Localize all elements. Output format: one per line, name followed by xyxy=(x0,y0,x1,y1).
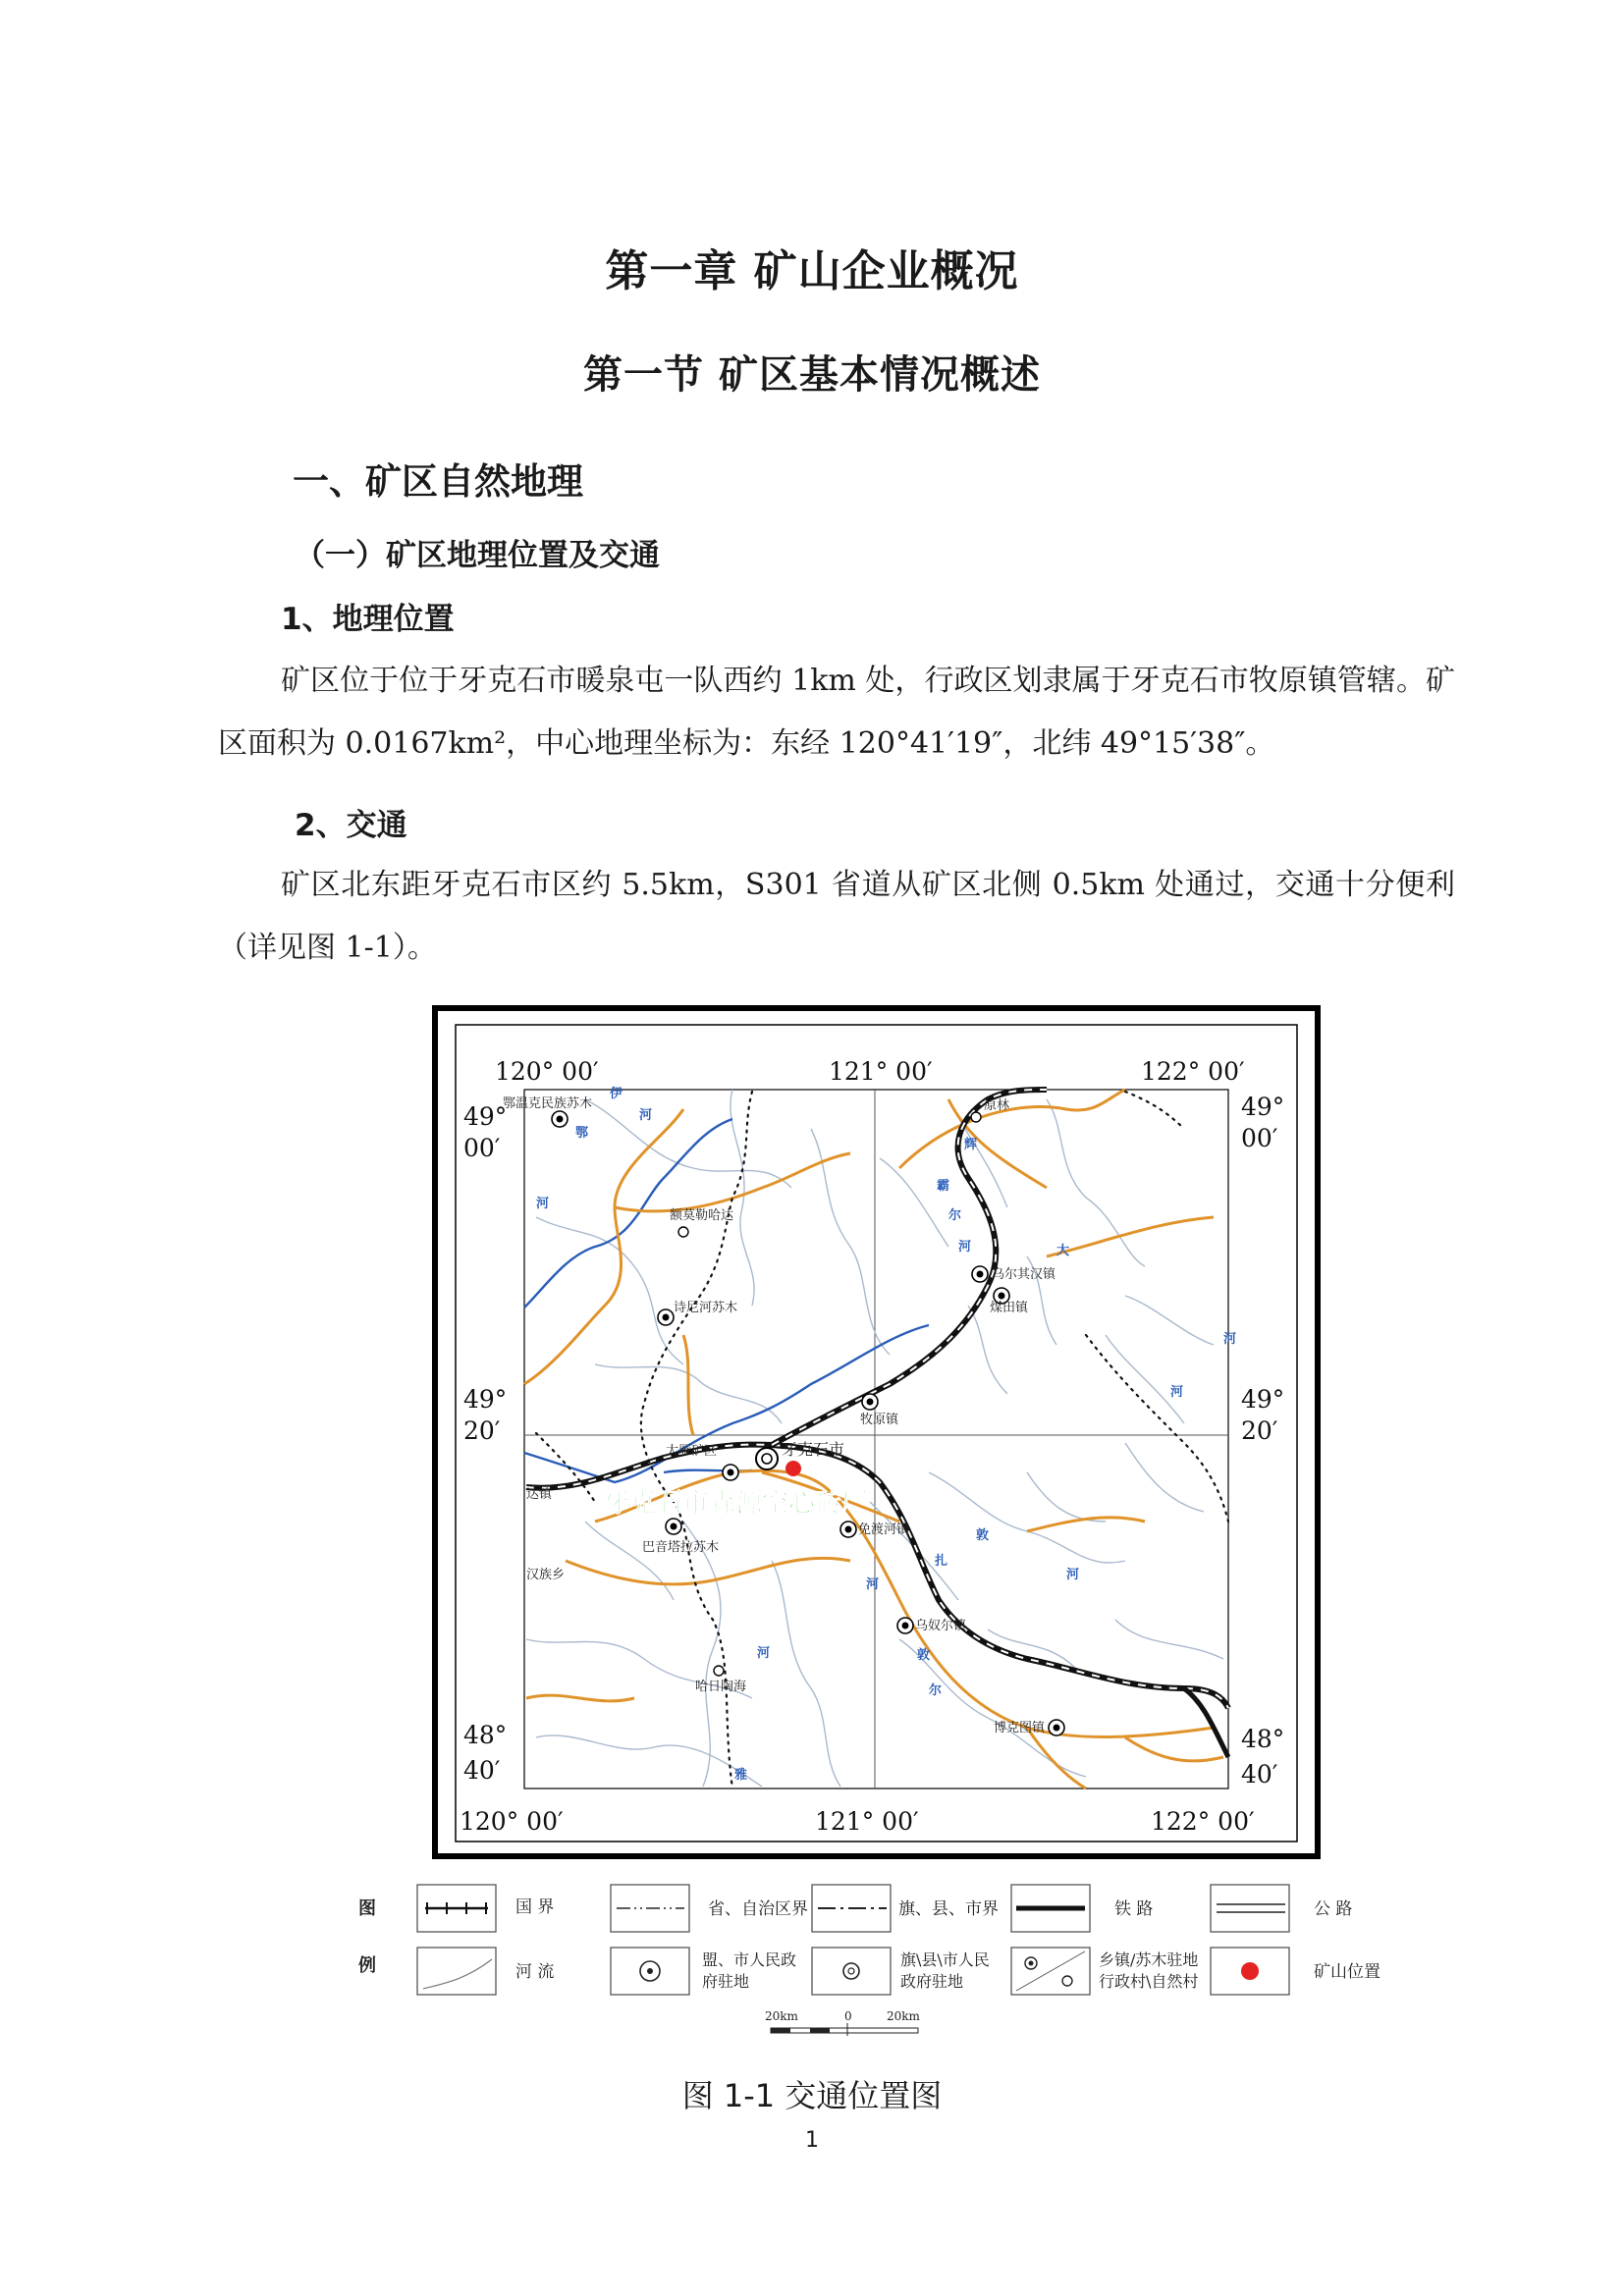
settlement-marker-city xyxy=(1049,1720,1064,1735)
legend-label: 旗\县\市人民政府驻地 xyxy=(900,1950,990,1991)
river-label: 河 xyxy=(958,1240,972,1255)
legend-label: 矿山位置 xyxy=(1314,1962,1380,1982)
river-label: 大 xyxy=(1056,1244,1070,1258)
settlement-marker-city xyxy=(840,1522,856,1537)
township-village-symbol xyxy=(1016,1951,1085,1991)
river-label: 河 xyxy=(866,1577,880,1592)
legend-title-char: 图 xyxy=(358,1898,376,1919)
settlement-marker-village xyxy=(971,1112,981,1122)
legend-label: 公 路 xyxy=(1314,1899,1353,1919)
place-label: 原林 xyxy=(984,1098,1010,1113)
figure-caption: 图 1-1 交通位置图 xyxy=(681,2077,943,2114)
place-label: 大雁矿区 xyxy=(666,1444,718,1459)
road-symbol xyxy=(1217,1904,1285,1912)
river-label: 尔 xyxy=(948,1208,962,1223)
lat-label: 49° xyxy=(1241,1093,1285,1121)
place-label: 免渡河镇 xyxy=(858,1522,910,1537)
chapter-title: 第一章 矿山企业概况 xyxy=(605,246,1019,296)
legend-label: 盟、市人民政府驻地 xyxy=(702,1950,796,1991)
river-label: 河 xyxy=(1066,1568,1080,1582)
lat-label: 20′ xyxy=(1241,1416,1278,1445)
paragraph-traffic: 矿区北东距牙克石市区约 5.5km，S301 省道从矿区北侧 0.5km 处通过，交通十分便利（详见图 1-1）。 xyxy=(218,868,1455,965)
scale-label: 20km xyxy=(765,2009,798,2023)
lon-label-bottom: 121° 00′ xyxy=(815,1807,919,1836)
place-label: 鄂温克民族苏木 xyxy=(503,1096,593,1111)
lon-label-bottom: 122° 00′ xyxy=(1151,1807,1255,1836)
river-label: 河 xyxy=(639,1108,653,1123)
river-label: 敦 xyxy=(917,1648,931,1663)
place-label: 煤田镇 xyxy=(990,1301,1029,1315)
settlement-marker-prefecture-city xyxy=(756,1448,778,1469)
lat-label: 40′ xyxy=(463,1756,501,1785)
lat-label: 40′ xyxy=(1241,1760,1278,1789)
mine-label: 牙克石市森源空心砖厂 xyxy=(603,1488,868,1519)
river-label: 扎 xyxy=(935,1554,948,1569)
river-label: 尔 xyxy=(929,1683,943,1698)
river-label: 鄂 xyxy=(575,1126,589,1141)
settlement-marker-village xyxy=(714,1666,724,1676)
river-label: 河 xyxy=(536,1197,550,1211)
place-label: 巴音塔拉苏木 xyxy=(642,1540,720,1555)
place-label: 诗尼河苏木 xyxy=(674,1301,738,1315)
legend-label: 铁 路 xyxy=(1114,1899,1154,1919)
place-label: 乌尔其汉镇 xyxy=(992,1267,1056,1282)
lat-label: 00′ xyxy=(463,1134,501,1162)
legend-label: 国 界 xyxy=(515,1897,555,1917)
lat-label: 49° xyxy=(463,1385,508,1414)
river-label: 河 xyxy=(757,1646,771,1661)
heading-traffic: 2、交通 xyxy=(295,808,407,843)
place-label: 汉族乡 xyxy=(526,1568,566,1582)
lat-label: 20′ xyxy=(463,1416,501,1445)
place-label: 乌奴尔镇 xyxy=(915,1619,967,1633)
place-label: 牧原镇 xyxy=(860,1413,899,1427)
mine-location-symbol xyxy=(1241,1962,1259,1980)
river-label: 雅 xyxy=(734,1768,748,1783)
lon-label-top: 121° 00′ xyxy=(829,1057,933,1086)
place-label: 哈日陶海 xyxy=(695,1680,747,1694)
river-label: 敦 xyxy=(976,1528,990,1543)
legend-label-wrap xyxy=(900,1949,1002,1999)
scale-label: 20km xyxy=(887,2009,920,2023)
legend-label: 乡镇/苏木驻地行政村\自然村 xyxy=(1099,1950,1199,1991)
section-title: 第一节 矿区基本情况概述 xyxy=(583,352,1041,398)
scale-bar xyxy=(765,2009,921,2036)
settlement-marker-city xyxy=(552,1111,568,1127)
heading-location-traffic: （一）矿区地理位置及交通 xyxy=(295,538,660,573)
lat-label: 00′ xyxy=(1241,1124,1278,1152)
national-border-symbol xyxy=(425,1902,488,1914)
lat-label: 48° xyxy=(463,1721,508,1749)
heading-natural-geography: 一、矿区自然地理 xyxy=(293,460,583,503)
river-label: 辉 xyxy=(964,1138,978,1152)
scale-label: 0 xyxy=(844,2009,852,2023)
place-label: 达镇 xyxy=(526,1487,553,1502)
river-label: 河 xyxy=(1170,1385,1184,1400)
legend-label: 旗、县、市界 xyxy=(898,1899,999,1919)
lat-label: 48° xyxy=(1241,1725,1285,1753)
settlement-marker-city xyxy=(723,1465,738,1480)
lon-label-top: 120° 00′ xyxy=(495,1057,599,1086)
place-label: 博克图镇 xyxy=(994,1721,1046,1735)
lon-label-bottom: 120° 00′ xyxy=(460,1807,564,1836)
legend-label-wrap xyxy=(702,1949,796,1999)
river-label: 河 xyxy=(1223,1332,1237,1347)
legend-label-wrap xyxy=(1099,1949,1205,1999)
settlement-marker-city xyxy=(897,1618,913,1633)
legend-title-char: 例 xyxy=(358,1955,376,1976)
legend-title xyxy=(358,1898,376,1976)
legend-label: 省、自治区界 xyxy=(708,1899,808,1919)
mine-location-marker xyxy=(785,1461,801,1476)
settlement-marker-city xyxy=(658,1309,674,1325)
settlement-marker-city xyxy=(972,1266,988,1282)
map-legend xyxy=(349,1873,1389,2050)
lon-label-top: 122° 00′ xyxy=(1141,1057,1245,1086)
page-number: 1 xyxy=(805,2128,819,2153)
county-seat-symbol xyxy=(843,1963,859,1979)
lat-label: 49° xyxy=(1241,1385,1285,1414)
river-symbol xyxy=(423,1959,492,1989)
settlement-marker-city xyxy=(666,1519,681,1534)
settlement-marker-village xyxy=(678,1227,688,1237)
river-label: 伊 xyxy=(610,1087,623,1101)
place-label: 牙克石市 xyxy=(782,1440,845,1459)
lat-label: 49° xyxy=(463,1102,508,1131)
river-label: 霸 xyxy=(937,1179,950,1194)
prefecture-seat-symbol xyxy=(640,1961,660,1981)
traffic-location-map xyxy=(438,1011,1315,1853)
settlement-marker-city xyxy=(862,1394,878,1410)
place-label: 额莫勒哈达 xyxy=(670,1208,734,1223)
heading-geographic-location: 1、地理位置 xyxy=(281,602,455,637)
legend-label: 河 流 xyxy=(515,1962,555,1982)
paragraph-location: 矿区位于位于牙克石市暖泉屯一队西约 1km 处，行政区划隶属于牙克石市牧原镇管辖。矿区面积为 0.0167km²，中心地理坐标为：东经 120°41′19″，北纬 49°15′38″。 xyxy=(218,664,1455,761)
